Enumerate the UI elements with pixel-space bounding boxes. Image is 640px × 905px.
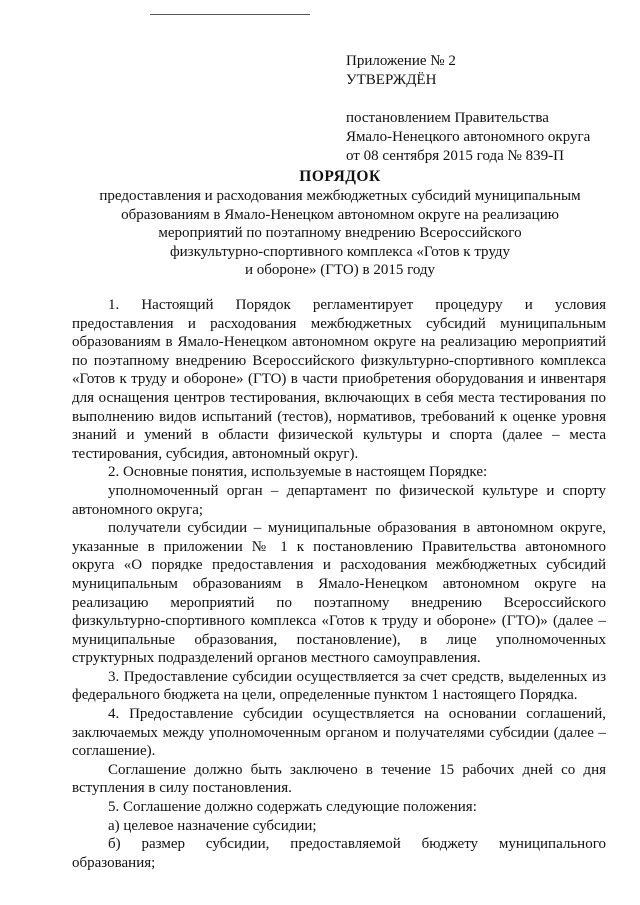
body-line: указанные в приложении № 1 к постановлению Правительства автономного	[72, 538, 606, 555]
body-line: уполномоченный орган – департамент по физической культуре и спорту	[108, 482, 606, 499]
body-line: муниципальные образования, постановление), в лице уполномоченных	[72, 631, 606, 648]
body-line: 3. Предоставление субсидии осуществляется за счет средств, выделенных из	[108, 668, 606, 685]
body-line: структурных подразделений органов местного самоуправления.	[72, 650, 481, 667]
subtitle-line: и обороне» (ГТО) в 2015 году	[244, 262, 436, 278]
body-line: для оснащения центров тестирования, включающих в себя места тестирования по	[72, 389, 606, 406]
body-line: знаний и умений в области физической культуры и спорта (далее – места	[72, 427, 606, 444]
document-body	[72, 296, 606, 872]
body-line: получатели субсидии – муниципальные образования в автономном округе,	[108, 520, 606, 537]
approval-block	[346, 52, 616, 166]
appendix-number: Приложение № 2	[346, 53, 456, 69]
body-line: округа «О порядке предоставления и расходования межбюджетных субсидий	[72, 557, 606, 574]
body-line: «Готов к труду и обороне» (ГТО) в части приобретения оборудования и инвентаря	[72, 371, 606, 388]
body-line: автономного округа;	[72, 501, 204, 518]
body-line: федерального бюджета на цели, определенные пунктом 1 настоящего Порядка.	[72, 687, 578, 704]
body-line: муниципальным образованиям в Ямало-Ненецком автономном округе на	[72, 575, 606, 592]
subtitle-line: предоставления и расходования межбюджетных субсидий муниципальным	[99, 188, 581, 204]
approved-by-line-2: Ямало-Ненецкого автономного округа	[346, 129, 591, 145]
approved-by-line-3: от 08 сентября 2015 года № 839-П	[346, 148, 564, 164]
approved-stamp-text: УТВЕРЖДЁН	[346, 72, 437, 88]
body-line: предоставления и расходования межбюджетных субсидий муниципальным	[72, 315, 606, 332]
subtitle-line: физкультурно-спортивного комплекса «Готов к труду	[169, 243, 511, 260]
body-line: 5. Соглашение должно содержать следующие положения:	[108, 799, 477, 816]
subtitle-line: мероприятий по поэтапному внедрению Всероссийского	[158, 225, 522, 241]
body-line: 2. Основные понятия, используемые в настоящем Порядке:	[108, 464, 488, 481]
scan-artifact-line	[150, 14, 310, 15]
body-line: физкультурно-спортивного комплекса «Готов к труду и обороне» (ГТО)» (далее –	[72, 613, 606, 630]
spacer	[346, 90, 616, 109]
body-line: тестирования, субсидия, автономный округ).	[72, 445, 359, 462]
body-line: образованиям в Ямало-Ненецком автономном округе на реализацию мероприятий	[72, 334, 606, 351]
body-line: заключаемых между уполномоченным органом и получателями субсидии (далее –	[72, 724, 606, 741]
body-line: б) размер субсидии, предоставляемой бюджету муниципального	[108, 836, 606, 853]
body-line: образования;	[72, 854, 156, 871]
body-line: 4. Предоставление субсидии осуществляется на основании соглашений,	[108, 706, 606, 723]
body-line: 1. Настоящий Порядок регламентирует процедуру и условия	[108, 297, 606, 313]
subtitle-line: образованиям в Ямало-Ненецком автономном округе на реализацию	[121, 206, 559, 223]
body-line: вступления в силу постановления.	[72, 780, 292, 797]
body-line: выполнению видов испытаний (тестов), нормативов, требований к оценке уровня	[72, 408, 606, 425]
document-title: ПОРЯДОК	[299, 168, 381, 185]
approved-by-line-1: постановлением Правительства	[346, 110, 549, 126]
document-subtitle	[60, 187, 620, 280]
body-line: Соглашение должно быть заключено в течение 15 рабочих дней со дня	[108, 761, 606, 778]
body-line: по поэтапному внедрению Всероссийского физкультурно-спортивного комплекса	[72, 352, 606, 369]
body-line: реализацию мероприятий по поэтапному внедрению Всероссийского	[72, 594, 606, 611]
body-line: соглашение).	[72, 743, 156, 760]
body-line: а) целевое назначение субсидии;	[108, 817, 317, 834]
